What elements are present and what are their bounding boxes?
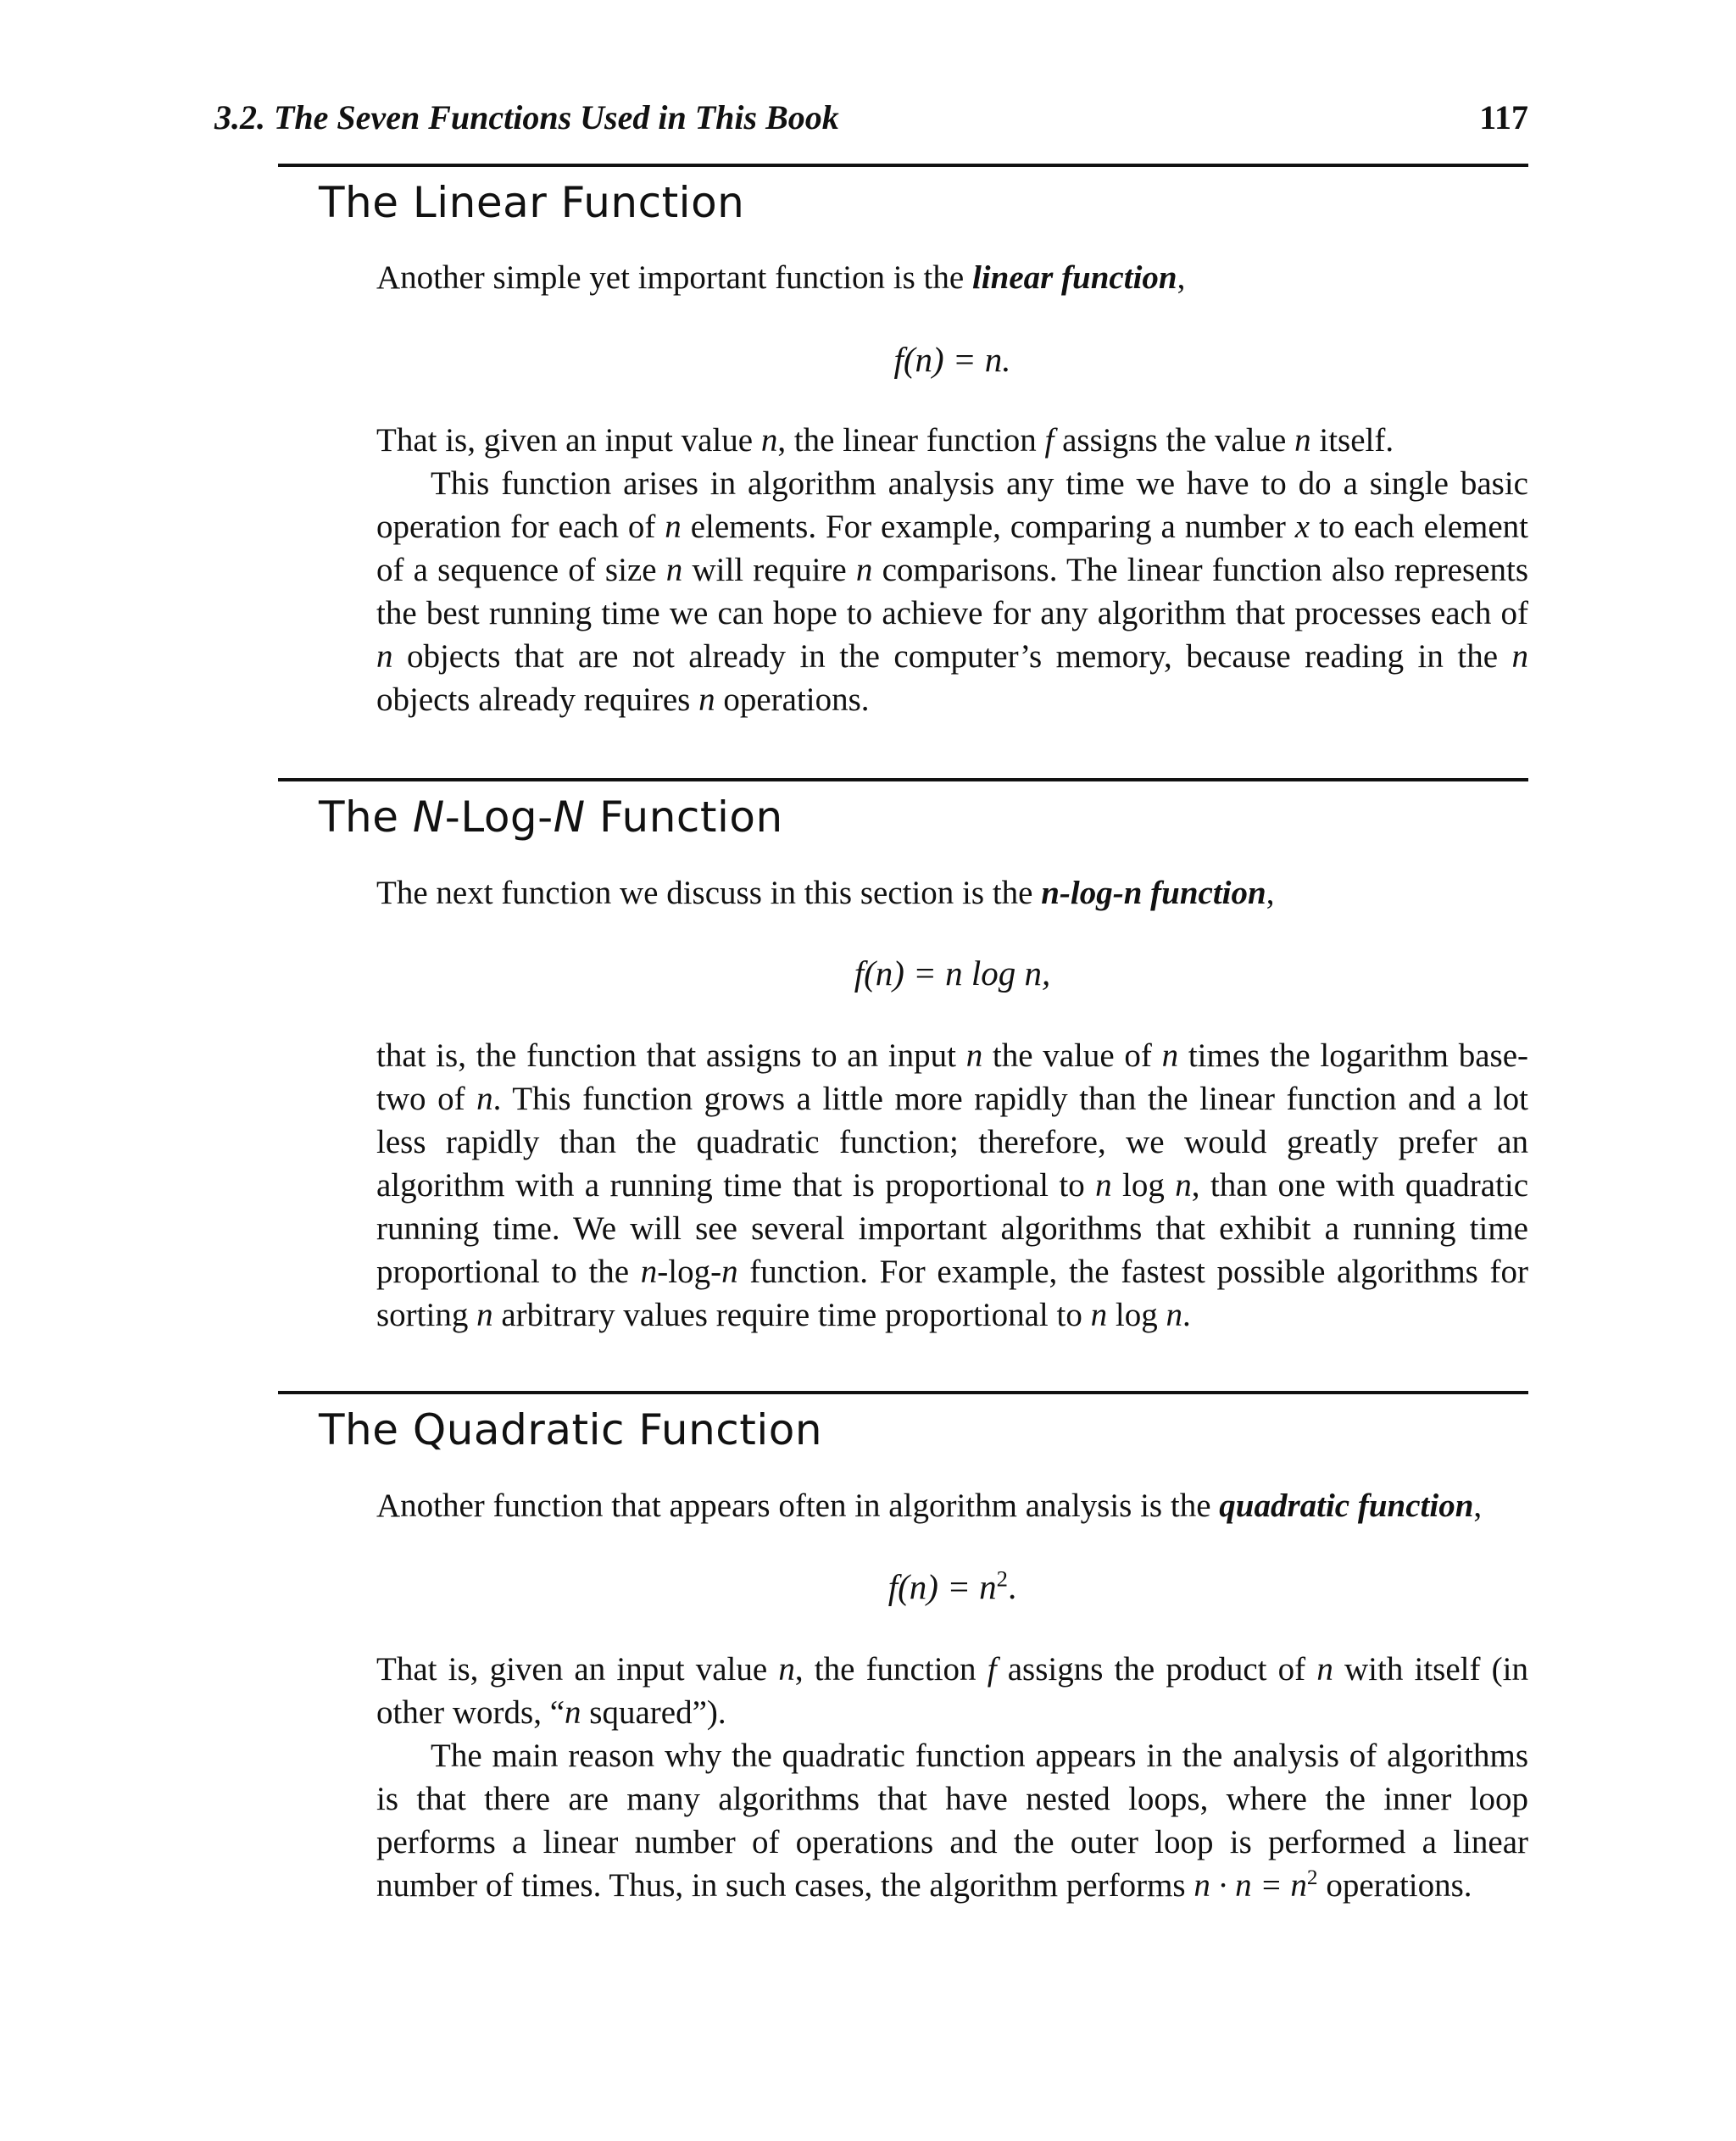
section-rule <box>278 164 1528 167</box>
section-rule <box>278 1391 1528 1394</box>
section-heading: The Linear Function <box>319 178 745 227</box>
paragraph: that is, the function that assigns to an input n the value of n times the logarithm base-two of n. This function grows a little more rapidly than the linear function and a lot less rapidly than the quadratic function; therefore, we would greatly prefer an algorithm with a running time that is proportional to n log n, than one with quadratic running time. We will see several important algorithms that exhibit a running time proportional to the n-log-n function. For example, the fastest possible algorithms for sorting n arbitrary values require time proportional to n log n. <box>376 1037 1529 1333</box>
equation: f(n) = n. <box>893 340 1011 379</box>
paragraph: The main reason why the quadratic function appears in the analysis of algorithms is that there are many algorithms that have nested loops, where the inner loop performs a linear number of operations and the outer loop is performed a linear number of times. Thus, in such cases, the algorithm performs $n \cdot n = n^2$ operations. <box>376 1738 1528 1904</box>
equation: $f(n) = n^2$. <box>887 1565 1017 1606</box>
equation: f(n) = n log n, <box>854 954 1051 993</box>
section-heading: The Quadratic Function <box>319 1405 823 1454</box>
paragraph: That is, given an input value n, the linear function f assigns the value n itself. <box>376 422 1394 459</box>
paragraph: That is, given an input value n, the function f assigns the product of n with itself (in other words, “n squared”). <box>376 1651 1528 1731</box>
section-intro: Another function that appears often in algorithm analysis is the quadratic function, <box>376 1488 1483 1524</box>
section-body <box>376 1034 1528 1337</box>
section-intro: Another simple yet important function is the linear function, <box>376 259 1186 296</box>
section-body <box>376 419 1528 721</box>
running-head-title: 3.2. The Seven Functions Used in This Book <box>214 98 839 136</box>
page-number: 117 <box>1479 98 1528 136</box>
paragraph: This function arises in algorithm analysis any time we have to do a single basic operation for each of n elements. For example, comparing a number x to each element of a sequence of size n will require n comparisons. The linear function also represents the best running time we can hope to achieve for any algorithm that processes each of n objects that are not already in the computer’s memory, because reading in the n objects already requires n operations. <box>376 465 1528 718</box>
keyword: quadratic function <box>1219 1488 1474 1524</box>
section-intro: The next function we discuss in this section is the n-log-n function, <box>376 875 1275 911</box>
running-head <box>214 97 1528 137</box>
keyword: linear function <box>971 259 1177 296</box>
section-body <box>376 1648 1528 1907</box>
section-heading: The N-Log-N Function <box>319 792 783 842</box>
section-rule <box>278 778 1528 781</box>
keyword: n-log-n function <box>1041 875 1266 911</box>
